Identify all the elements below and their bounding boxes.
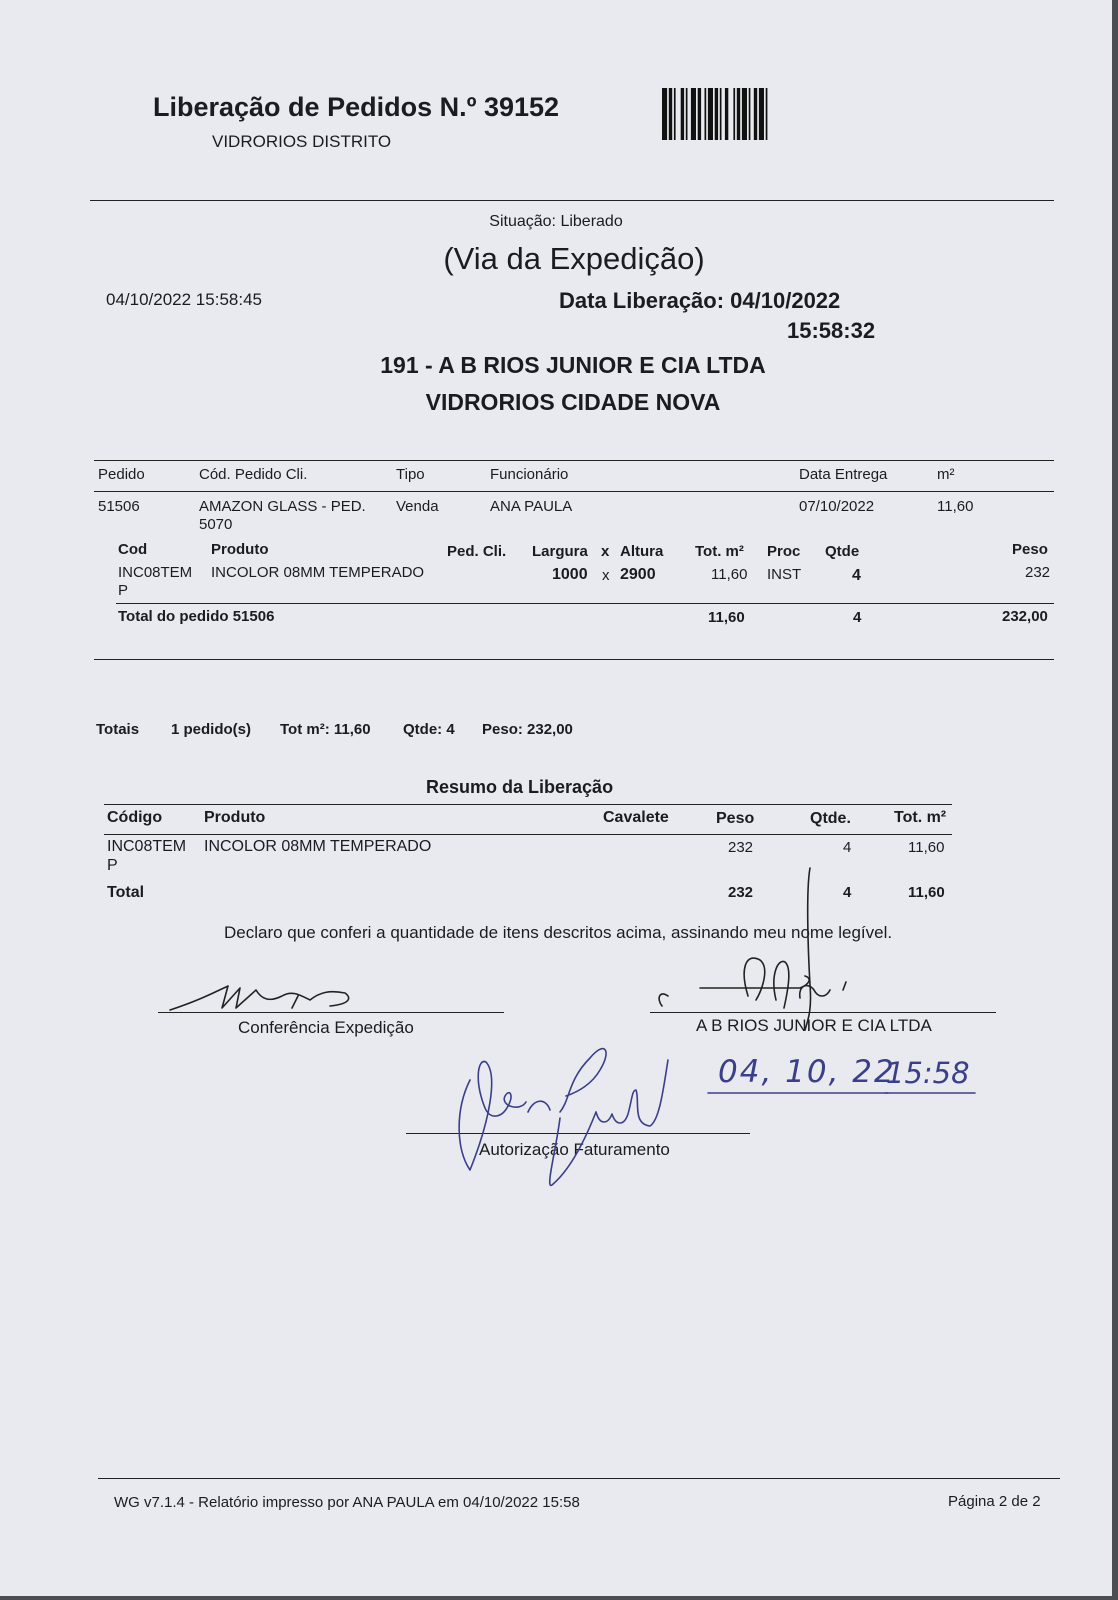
item-col-altura: Altura xyxy=(620,543,664,560)
item-height: 2900 xyxy=(620,566,656,583)
release-time: 15:58:32 xyxy=(787,318,876,343)
summary-col-codigo: Código xyxy=(107,809,163,826)
print-timestamp: 04/10/2022 15:58:45 xyxy=(106,290,262,309)
summary-col-cavalete: Cavalete xyxy=(603,809,669,826)
item-weight: 232 xyxy=(1025,564,1051,581)
handwritten-date: 04, 10, 22 xyxy=(718,1054,896,1090)
order-m2: 11,60 xyxy=(937,498,974,515)
situation-status: Situação: Liberado xyxy=(489,213,623,230)
item-code: INC08TEM xyxy=(118,564,193,581)
item-col-peso: Peso xyxy=(1012,541,1048,558)
item-proc: INST xyxy=(767,566,802,583)
signature-label-client: A B RIOS JUNIOR E CIA LTDA xyxy=(696,1016,932,1035)
col-header-funcionario: Funcionário xyxy=(490,466,569,483)
summary-code: INC08TEM xyxy=(107,838,187,855)
summary-total-m2: 11,60 xyxy=(908,884,945,901)
totals-orders: 1 pedido(s) xyxy=(171,721,252,738)
item-col-cod: Cod xyxy=(118,541,148,558)
order-number: 51506 xyxy=(98,498,140,515)
summary-total-weight: 232 xyxy=(728,884,754,901)
issuer-name: VIDRORIOS DISTRITO xyxy=(212,132,392,151)
totals-qty: Qtde: 4 xyxy=(403,721,455,738)
item-col-qtde: Qtde xyxy=(825,543,860,560)
signature-conferencia xyxy=(170,986,349,1010)
item-col-produto: Produto xyxy=(211,541,269,558)
signature-label-conferencia: Conferência Expedição xyxy=(238,1018,414,1037)
order-type: Venda xyxy=(396,498,439,515)
item-col-x: x xyxy=(601,543,610,560)
item-tot-m2: 11,60 xyxy=(711,566,748,583)
employee: ANA PAULA xyxy=(490,498,573,515)
item-product: INCOLOR 08MM TEMPERADO xyxy=(211,564,425,581)
signature-client xyxy=(659,868,846,1030)
summary-col-peso: Peso xyxy=(716,810,755,827)
page-number: Página 2 de 2 xyxy=(948,1493,1041,1510)
order-total-qty: 4 xyxy=(853,609,862,626)
declaration-text: Declaro que conferi a quantidade de itens descritos acima, assinando meu nome legível. xyxy=(224,923,893,942)
item-code-cont: P xyxy=(118,582,129,599)
client-order-code: AMAZON GLASS - PED. xyxy=(199,498,366,515)
summary-col-produto: Produto xyxy=(204,809,266,826)
item-col-largura: Largura xyxy=(532,543,588,560)
col-header-m2: m² xyxy=(937,466,955,483)
summary-weight: 232 xyxy=(728,839,754,856)
release-date: Data Liberação: 04/10/2022 xyxy=(559,288,841,313)
item-col-tot-m2: Tot. m² xyxy=(695,543,744,560)
summary-m2: 11,60 xyxy=(908,839,945,856)
item-qty: 4 xyxy=(852,567,861,584)
item-x: x xyxy=(602,567,610,584)
summary-code-cont: P xyxy=(107,857,118,874)
totals-label: Totais xyxy=(96,721,140,738)
item-col-ped-cli: Ped. Cli. xyxy=(447,543,507,560)
signature-label-autorizacao: Autorização Faturamento xyxy=(479,1140,670,1159)
order-total-weight: 232,00 xyxy=(1002,608,1048,625)
footer-print-info: WG v7.1.4 - Relatório impresso por ANA PAULA em 04/10/2022 15:58 xyxy=(114,1494,580,1511)
item-width: 1000 xyxy=(552,566,588,583)
signature-autorizacao xyxy=(459,1049,668,1186)
summary-total-qty: 4 xyxy=(843,884,852,901)
delivery-date: 07/10/2022 xyxy=(799,498,875,515)
summary-product: INCOLOR 08MM TEMPERADO xyxy=(204,838,432,855)
summary-qty: 4 xyxy=(843,839,852,856)
item-col-proc: Proc xyxy=(767,543,801,560)
summary-title: Resumo da Liberação xyxy=(426,777,614,797)
document-title: Liberação de Pedidos N.º 39152 xyxy=(153,92,560,122)
copy-type: (Via da Expedição) xyxy=(443,241,705,276)
col-header-tipo: Tipo xyxy=(396,466,425,483)
col-header-data-entrega: Data Entrega xyxy=(799,466,888,483)
client-branch: VIDRORIOS CIDADE NOVA xyxy=(425,389,721,415)
summary-total-label: Total xyxy=(107,884,145,901)
summary-col-qtde: Qtde. xyxy=(810,810,851,827)
client-order-code-cont: 5070 xyxy=(199,516,233,533)
totals-weight: Peso: 232,00 xyxy=(482,721,573,738)
col-header-pedido: Pedido xyxy=(98,466,145,483)
handwritten-time: 15:58 xyxy=(886,1056,970,1090)
order-total-label: Total do pedido 51506 xyxy=(118,608,275,625)
totals-m2: Tot m²: 11,60 xyxy=(280,721,371,738)
summary-col-tot-m2: Tot. m² xyxy=(894,809,947,826)
order-total-m2: 11,60 xyxy=(708,609,745,626)
client-name: 191 - A B RIOS JUNIOR E CIA LTDA xyxy=(380,352,766,378)
footer-rule xyxy=(98,1478,1060,1479)
col-header-cod-pedido-cli: Cód. Pedido Cli. xyxy=(199,466,308,483)
